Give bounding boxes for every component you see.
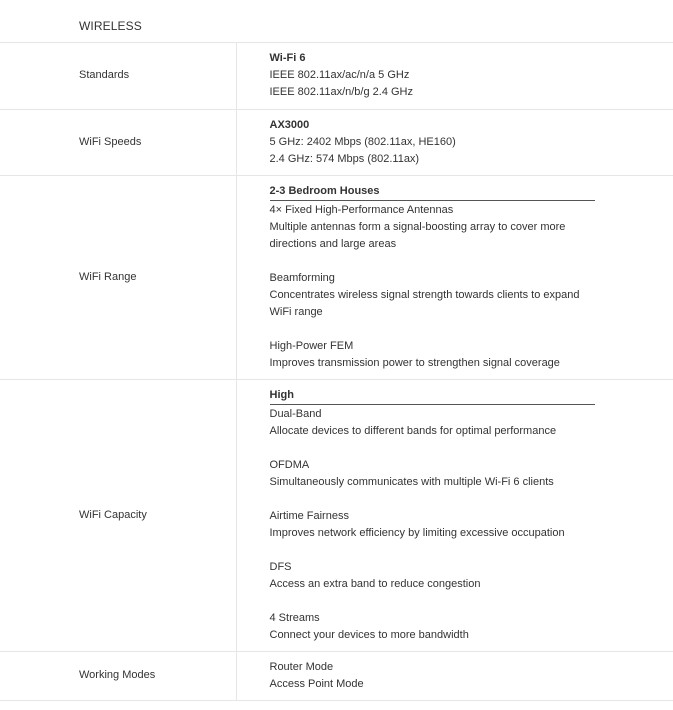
spec-label: WiFi Speeds <box>0 109 236 175</box>
spec-value <box>236 379 673 651</box>
spec-value-line: 2.4 GHz: 574 Mbps (802.11ax) <box>269 152 420 165</box>
feature-desc: Concentrates wireless signal strength towards clients to expand WiFi range <box>269 288 580 318</box>
feature-name: OFDMA <box>269 458 310 471</box>
feature-item <box>270 457 673 491</box>
spec-value <box>236 651 673 700</box>
spec-row-standards <box>0 43 673 109</box>
spec-value-line: IEEE 802.11ax/n/b/g 2.4 GHz <box>269 86 413 99</box>
spec-value-title: 2-3 Bedroom Houses <box>270 183 595 201</box>
feature-desc: Simultaneously communicates with multiple Wi-Fi 6 clients <box>269 475 554 488</box>
spec-row-capacity <box>0 379 673 651</box>
feature-desc: Improves network efficiency by limiting excessive occupation <box>269 526 565 539</box>
spec-value-line: IEEE 802.11ax/ac/n/a 5 GHz <box>269 69 410 82</box>
spec-value <box>236 43 673 109</box>
section-title: WIRELESS <box>0 0 673 43</box>
spec-label: Standards <box>0 43 236 109</box>
feature-item <box>270 610 673 644</box>
feature-name: DFS <box>269 560 292 573</box>
spec-label: Working Modes <box>0 651 236 700</box>
feature-item <box>270 270 673 321</box>
feature-item <box>270 202 673 253</box>
spec-label: WiFi Capacity <box>0 379 236 651</box>
spec-label: WiFi Range <box>0 175 236 379</box>
feature-desc: Multiple antennas form a signal-boosting array to cover more directions and large areas <box>269 220 566 250</box>
spec-value <box>236 175 673 379</box>
feature-name: High-Power FEM <box>269 339 354 352</box>
spec-value-line: Access Point Mode <box>269 677 364 690</box>
feature-item <box>270 508 673 542</box>
feature-name: Beamforming <box>269 271 335 284</box>
spec-value-line: 5 GHz: 2402 Mbps (802.11ax, HE160) <box>269 135 456 148</box>
spec-value-title: High <box>270 387 595 405</box>
feature-desc: Access an extra band to reduce congestion <box>269 577 481 590</box>
feature-name: Dual-Band <box>269 407 322 420</box>
feature-name: 4× Fixed High-Performance Antennas <box>269 203 454 216</box>
feature-desc: Connect your devices to more bandwidth <box>269 628 469 641</box>
spec-value <box>236 109 673 175</box>
feature-name: 4 Streams <box>269 611 320 624</box>
feature-desc: Allocate devices to different bands for optimal performance <box>269 424 557 437</box>
feature-desc: Improves transmission power to strengthen signal coverage <box>269 356 560 369</box>
feature-item <box>270 559 673 593</box>
feature-item <box>270 406 673 440</box>
spec-value-line: Router Mode <box>269 660 334 673</box>
feature-item <box>270 338 673 372</box>
spec-row-range <box>0 175 673 379</box>
spec-value-title: Wi-Fi 6 <box>269 52 306 65</box>
spec-table <box>0 43 673 701</box>
spec-value-title: AX3000 <box>269 118 310 131</box>
feature-name: Airtime Fairness <box>269 509 349 522</box>
spec-row-speeds <box>0 109 673 175</box>
spec-row-working-modes <box>0 651 673 700</box>
